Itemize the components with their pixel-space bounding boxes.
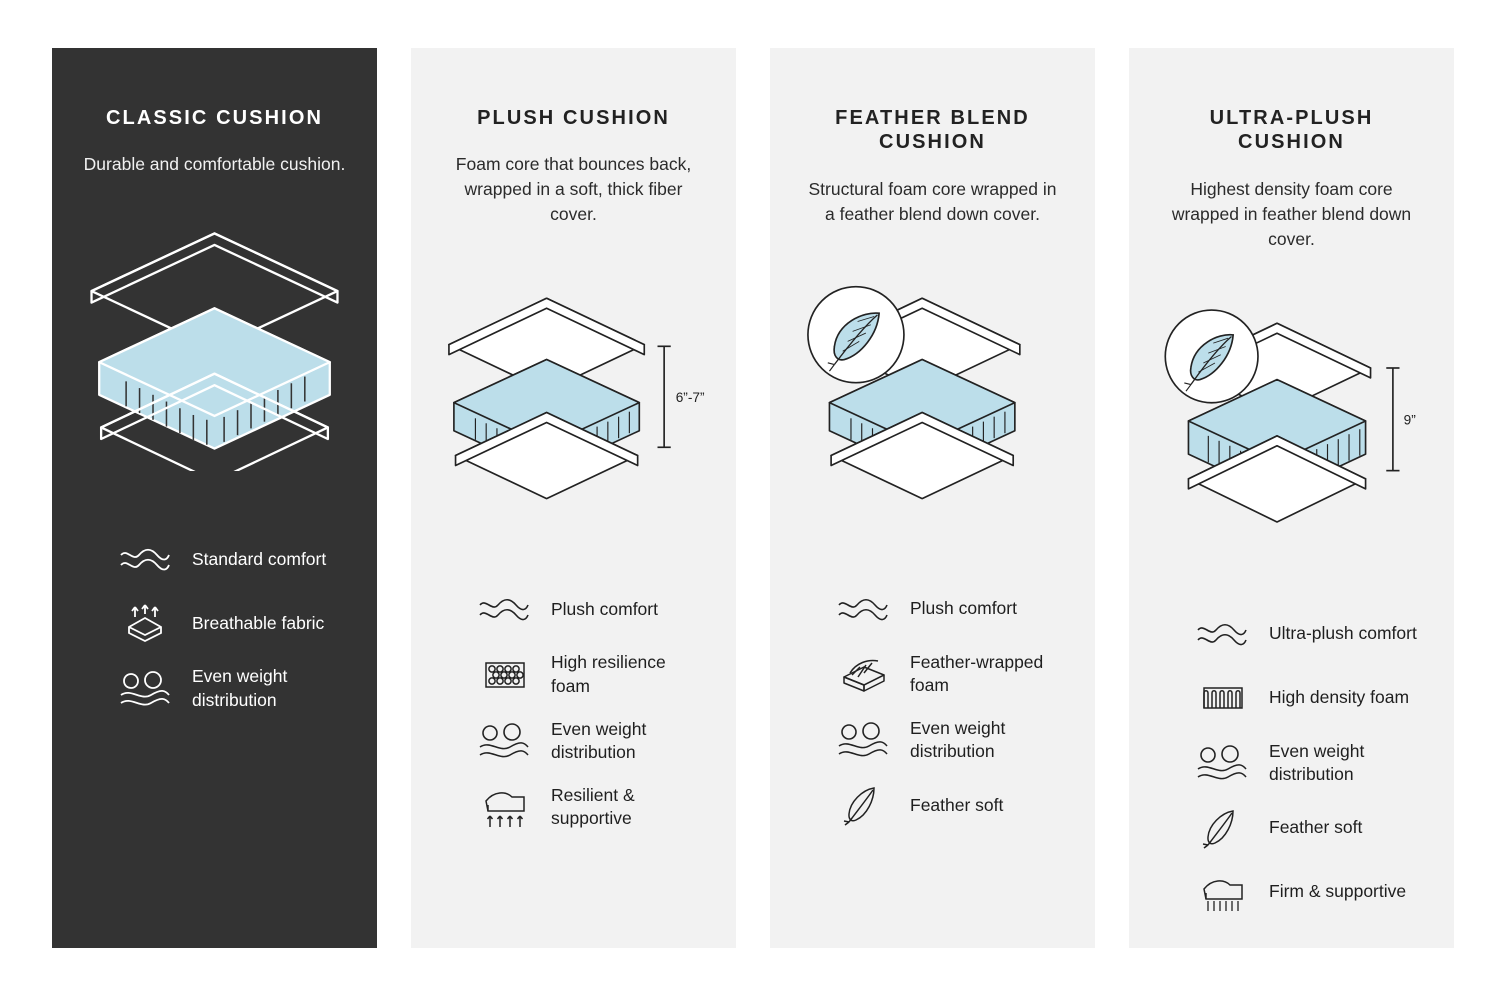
even-weight-distribution-icon (836, 718, 890, 762)
firm-supportive-icon (1195, 870, 1249, 914)
layers-diagram (80, 211, 349, 471)
feature-label: Plush comfort (910, 598, 1017, 619)
list-item (836, 587, 1067, 631)
list-item (118, 601, 349, 645)
page-title: FEATHER BLEND CUSHION (835, 107, 1030, 154)
feature-label: Resilient & supportive (551, 784, 635, 828)
wave-comfort-icon (836, 587, 890, 631)
feature-list (1157, 612, 1426, 914)
feature-label: Firm & supportive (1269, 881, 1407, 902)
card-plush-cushion (411, 48, 736, 948)
feather-wrapped-foam-icon (836, 652, 890, 696)
list-item (118, 537, 349, 581)
list-item (836, 717, 1067, 763)
list-item (1195, 612, 1426, 656)
breathable-fabric-icon (118, 601, 172, 645)
page-title: PLUSH CUSHION (477, 107, 670, 129)
feature-label: Even weight distribution (910, 718, 1006, 762)
feather-badge (808, 287, 904, 383)
wave-comfort-icon (1195, 612, 1249, 656)
card-description: Highest density foam core wrapped in feather blend down cover. (1171, 178, 1412, 249)
layers-diagram (798, 261, 1067, 521)
high-density-foam-icon (1195, 676, 1249, 720)
feature-label: Ultra-plush comfort (1269, 623, 1417, 644)
page-title: ULTRA-PLUSH CUSHION (1209, 107, 1374, 154)
resilient-supportive-icon (477, 785, 531, 829)
feature-label: Even weight distribution (1269, 740, 1365, 784)
card-feather-blend-cushion (770, 48, 1095, 948)
list-item (477, 651, 708, 697)
dimension-label: 9” (1403, 412, 1416, 428)
page-title: CLASSIC CUSHION (105, 107, 324, 129)
feature-label: Plush comfort (551, 598, 658, 619)
resilience-foam-icon (477, 653, 531, 697)
list-item (836, 651, 1067, 697)
list-item (477, 587, 708, 631)
feather-badge (1165, 310, 1258, 403)
list-item (477, 718, 708, 764)
even-weight-distribution-icon (118, 667, 172, 711)
feather-icon (836, 783, 890, 827)
feature-label: Breathable fabric (192, 612, 325, 633)
layers-diagram (439, 261, 708, 521)
card-description: Durable and comfortable cushion. (83, 154, 346, 175)
card-description: Foam core that bounces back, wrapped in a soft, thick fiber cover. (455, 154, 692, 225)
wave-comfort-icon (118, 537, 172, 581)
feature-label: Feather soft (1269, 817, 1363, 838)
wave-comfort-icon (477, 587, 531, 631)
cushion-layers-illustration (439, 261, 708, 561)
list-item (1195, 870, 1426, 914)
layers-diagram (1157, 286, 1426, 546)
feature-label: Feather soft (910, 794, 1004, 815)
feather-icon (1195, 806, 1249, 850)
even-weight-distribution-icon (477, 719, 531, 763)
feature-label: Feather-wrapped foam (910, 651, 1044, 695)
feature-label: Standard comfort (192, 548, 327, 569)
card-description: Structural foam core wrapped in a feather blend down cover. (808, 178, 1057, 224)
feature-list (798, 587, 1067, 827)
list-item (1195, 806, 1426, 850)
list-item (836, 783, 1067, 827)
list-item (118, 665, 349, 711)
feature-label: Even weight distribution (551, 718, 647, 762)
feature-label: High resilience foam (551, 652, 666, 696)
feature-label: Even weight distribution (192, 666, 288, 710)
card-ultra-plush-cushion (1129, 48, 1454, 948)
even-weight-distribution-icon (1195, 741, 1249, 785)
cushion-layers-illustration (1157, 286, 1426, 586)
dimension-label: 6”-7” (675, 390, 705, 406)
feature-list (439, 587, 708, 830)
feature-label: High density foam (1269, 687, 1410, 708)
cushion-layers-illustration (80, 211, 349, 511)
feature-list (80, 537, 349, 711)
card-classic-cushion (52, 48, 377, 948)
list-item (477, 784, 708, 830)
list-item (1195, 740, 1426, 786)
cushion-layers-illustration (798, 261, 1067, 561)
list-item (1195, 676, 1426, 720)
